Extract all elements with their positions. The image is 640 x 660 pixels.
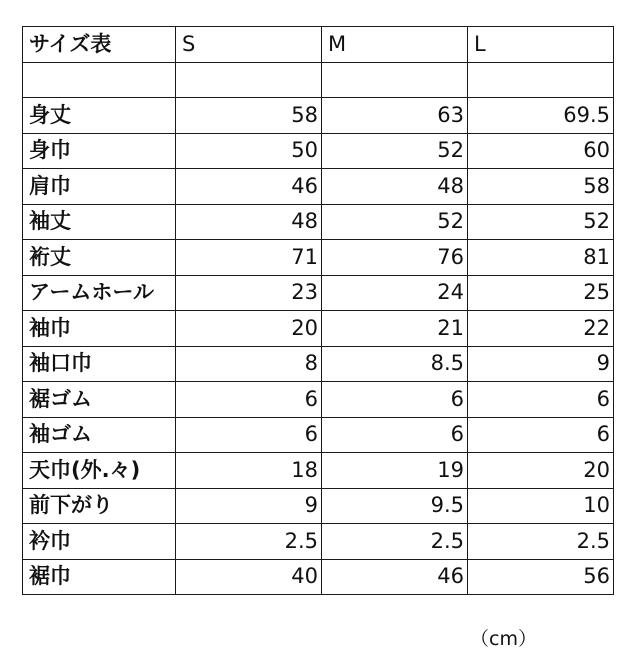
row-label: アームホール bbox=[23, 275, 176, 311]
value-l: 10 bbox=[468, 488, 614, 524]
row-label: 裄丈 bbox=[23, 240, 176, 276]
table-title: サイズ表 bbox=[23, 27, 176, 63]
row-label: 身丈 bbox=[23, 98, 176, 134]
row-label: 身巾 bbox=[23, 133, 176, 169]
value-s: 20 bbox=[176, 311, 322, 347]
value-m: 48 bbox=[322, 169, 468, 205]
empty-cell bbox=[322, 62, 468, 98]
table-row bbox=[23, 346, 614, 382]
value-l: 56 bbox=[468, 559, 614, 595]
value-s: 9 bbox=[176, 488, 322, 524]
size-header-s: S bbox=[176, 27, 322, 63]
row-label: 衿巾 bbox=[23, 524, 176, 560]
table-row bbox=[23, 133, 614, 169]
table-row bbox=[23, 524, 614, 560]
value-m: 63 bbox=[322, 98, 468, 134]
value-m: 52 bbox=[322, 133, 468, 169]
value-l: 6 bbox=[468, 382, 614, 418]
value-m: 19 bbox=[322, 453, 468, 489]
table-row bbox=[23, 311, 614, 347]
empty-row bbox=[23, 62, 614, 98]
value-l: 69.5 bbox=[468, 98, 614, 134]
table-row bbox=[23, 204, 614, 240]
value-m: 9.5 bbox=[322, 488, 468, 524]
header-row bbox=[23, 27, 614, 63]
value-l: 6 bbox=[468, 417, 614, 453]
table-row bbox=[23, 98, 614, 134]
value-s: 71 bbox=[176, 240, 322, 276]
value-m: 6 bbox=[322, 382, 468, 418]
table-row bbox=[23, 453, 614, 489]
value-m: 6 bbox=[322, 417, 468, 453]
empty-cell bbox=[176, 62, 322, 98]
value-l: 2.5 bbox=[468, 524, 614, 560]
value-s: 2.5 bbox=[176, 524, 322, 560]
value-s: 23 bbox=[176, 275, 322, 311]
value-s: 8 bbox=[176, 346, 322, 382]
value-m: 2.5 bbox=[322, 524, 468, 560]
value-l: 52 bbox=[468, 204, 614, 240]
value-m: 76 bbox=[322, 240, 468, 276]
value-l: 81 bbox=[468, 240, 614, 276]
value-s: 6 bbox=[176, 382, 322, 418]
size-header-m: M bbox=[322, 27, 468, 63]
row-label: 袖巾 bbox=[23, 311, 176, 347]
value-m: 21 bbox=[322, 311, 468, 347]
table-row bbox=[23, 382, 614, 418]
table-row bbox=[23, 559, 614, 595]
value-s: 6 bbox=[176, 417, 322, 453]
table-row bbox=[23, 169, 614, 205]
value-m: 24 bbox=[322, 275, 468, 311]
value-m: 52 bbox=[322, 204, 468, 240]
value-m: 8.5 bbox=[322, 346, 468, 382]
value-s: 48 bbox=[176, 204, 322, 240]
unit-note: （cm） bbox=[470, 628, 537, 650]
table-row bbox=[23, 240, 614, 276]
value-l: 22 bbox=[468, 311, 614, 347]
value-l: 60 bbox=[468, 133, 614, 169]
value-l: 25 bbox=[468, 275, 614, 311]
row-label: 裾巾 bbox=[23, 559, 176, 595]
value-s: 46 bbox=[176, 169, 322, 205]
value-l: 20 bbox=[468, 453, 614, 489]
table-row bbox=[23, 417, 614, 453]
size-table bbox=[22, 26, 614, 595]
value-s: 18 bbox=[176, 453, 322, 489]
value-s: 58 bbox=[176, 98, 322, 134]
row-label: 肩巾 bbox=[23, 169, 176, 205]
row-label: 前下がり bbox=[23, 488, 176, 524]
value-l: 9 bbox=[468, 346, 614, 382]
size-header-l: L bbox=[468, 27, 614, 63]
row-label: 裾ゴム bbox=[23, 382, 176, 418]
value-m: 46 bbox=[322, 559, 468, 595]
table-row bbox=[23, 275, 614, 311]
empty-cell bbox=[468, 62, 614, 98]
row-label: 袖丈 bbox=[23, 204, 176, 240]
row-label: 天巾(外.々) bbox=[23, 453, 176, 489]
value-s: 50 bbox=[176, 133, 322, 169]
value-s: 40 bbox=[176, 559, 322, 595]
row-label: 袖ゴム bbox=[23, 417, 176, 453]
table-row bbox=[23, 488, 614, 524]
value-l: 58 bbox=[468, 169, 614, 205]
empty-cell bbox=[23, 62, 176, 98]
row-label: 袖口巾 bbox=[23, 346, 176, 382]
